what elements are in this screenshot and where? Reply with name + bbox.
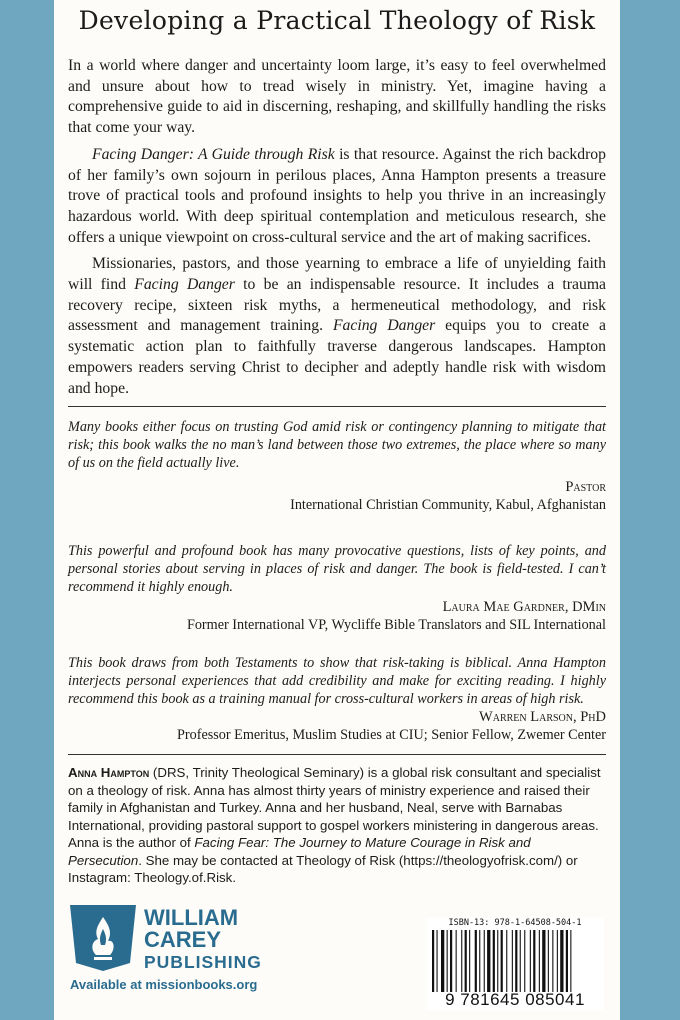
barcode-bar bbox=[469, 930, 470, 992]
barcode-bar bbox=[552, 930, 553, 992]
barcode-bar bbox=[524, 930, 525, 992]
barcode-bar bbox=[484, 930, 485, 992]
endorsement-2 bbox=[68, 542, 606, 634]
barcode-bar bbox=[432, 930, 434, 992]
barcode-bar bbox=[447, 930, 448, 992]
barcode-bar bbox=[520, 930, 521, 992]
author-bio: Anna Hampton (DRS, Trinity Theological Seminary) is a global risk consultant and specialist on a theology of risk. Anna has almost thirty years of ministry experience and raised their family in Afghanistan and Turkey. Anna and her husband, Neal, serve with Barnabas International, providing pastoral support to gospel workers ministering in dangerous areas. Anna is the author of Facing Fear: The Journey to Mature Courage in Risk and Persecution. She may be contacted at Theology of Risk (https://theologyofrisk.com/) or Instagram: Theology.of.Risk. bbox=[68, 765, 601, 885]
barcode-bar bbox=[461, 930, 462, 992]
barcode-bar bbox=[456, 930, 457, 992]
barcode-bar bbox=[450, 930, 452, 992]
barcode-bar bbox=[437, 930, 438, 992]
book-title-italic: Facing Danger bbox=[332, 317, 436, 335]
barcode-bar bbox=[465, 930, 467, 992]
barcode-bar bbox=[548, 930, 549, 992]
barcode-bar bbox=[487, 930, 490, 992]
barcode-bar bbox=[501, 930, 503, 992]
isbn-label: ISBN-13: 978-1-64508-504-1 bbox=[448, 918, 582, 928]
barcode-bar bbox=[497, 930, 498, 992]
barcode-bar bbox=[530, 930, 531, 992]
barcode-bar bbox=[560, 930, 563, 992]
barcode-bar bbox=[441, 930, 444, 992]
endorser-affiliation: Professor Emeritus, Muslim Studies at CIU; Senior Fellow, Zwemer Center bbox=[177, 727, 606, 743]
barcode-bar bbox=[533, 930, 535, 992]
endorsement-quote: Many books either focus on trusting God amid risk or contingency planning to mitigate that risk; this book walks the no man’s land between those two extremes, the place where so many of us on the field actually live. bbox=[68, 419, 606, 471]
barcode-bar bbox=[566, 930, 568, 992]
book-description bbox=[68, 56, 606, 405]
back-cover bbox=[54, 0, 620, 1020]
availability-text: Available at missionbooks.org bbox=[70, 977, 258, 992]
endorser-affiliation: International Christian Community, Kabul, Afghanistan bbox=[290, 497, 606, 513]
endorsement-3 bbox=[68, 654, 606, 744]
barcode-bar bbox=[475, 930, 477, 992]
barcode-digits: 9 781645 085041 bbox=[445, 990, 585, 1009]
endorsement-quote: This book draws from both Testaments to show that risk-taking is biblical. Anna Hampton interjects personal experiences that add credibility and make for exciting reading. I highly recommend this book as a training manual for cross-cultural workers in areas of high risk. bbox=[68, 655, 606, 707]
divider bbox=[68, 754, 606, 755]
barcode-bar bbox=[515, 930, 517, 992]
description-paragraph-3: Missionaries, pastors, and those yearning to embrace a life of unyielding faith will find Facing Danger to be an indispensable resource. It includes a trauma recovery recipe, sixteen risk myths, a hermeneutical methodology, and risk assessment and management training. Facing Danger equips you to create a systematic action plan to faithfully traverse dangerous landscapes. Hampton empowers readers serving Christ to decipher and adeptly handle risk with wisdom and hope. bbox=[68, 255, 606, 397]
divider bbox=[68, 406, 606, 407]
endorser-affiliation: Former International VP, Wycliffe Bible Translators and SIL International bbox=[186, 617, 606, 633]
book-title-italic: Facing Danger bbox=[134, 276, 235, 294]
barcode-bar bbox=[479, 930, 480, 992]
endorsement-quote: This powerful and profound book has many provocative questions, lists of key points, and personal stories about serving in places of risk and danger. The book is field-tested. I can’t recommend it highly enough. bbox=[68, 543, 606, 595]
author-name: Anna Hampton bbox=[68, 765, 150, 780]
publisher-logo bbox=[70, 905, 270, 995]
barcode-bar bbox=[570, 930, 571, 992]
endorser-name: Laura Mae Gardner, DMin bbox=[442, 599, 606, 615]
cover-title: Developing a Practical Theology of Risk bbox=[78, 6, 596, 35]
barcode-bar bbox=[542, 930, 545, 992]
endorsement-1 bbox=[68, 418, 606, 514]
barcode-bars bbox=[428, 930, 602, 992]
barcode-bar bbox=[512, 930, 513, 992]
barcode-bar bbox=[506, 930, 507, 992]
barcode-bar bbox=[539, 930, 540, 992]
publisher-name: WILLIAM CAREY PUBLISHING bbox=[144, 905, 262, 972]
barcode-bar bbox=[557, 930, 558, 992]
endorser-name: Pastor bbox=[565, 479, 606, 495]
description-paragraph-2: Facing Danger: A Guide through Risk is that resource. Against the rich backdrop of her family’s own sojourn in perilous places, Anna Hampton presents a treasure trove of practical tools and profound insights to help you thrive in an increasingly hazardous world. With deep spiritual contemplation and meticulous research, she offers a unique viewpoint on cross-cultural service and the art of making sacrifices. bbox=[68, 145, 606, 246]
barcode-bar bbox=[493, 930, 495, 992]
isbn-barcode bbox=[426, 918, 604, 1010]
flame-shield-icon bbox=[70, 905, 136, 971]
author-book-title: Facing Fear: The Journey to Mature Courage in Risk and Persecution bbox=[68, 835, 531, 868]
book-title-italic: Facing Danger: A Guide through Risk bbox=[92, 145, 335, 163]
description-paragraph-1: In a world where danger and uncertainty loom large, it’s easy to feel overwhelmed and unsure about how to tread wisely in ministry. Yet, imagine having a comprehensive guide to aid in discerning, reshaping, and skillfully handling the risks that come your way. bbox=[68, 57, 606, 137]
endorser-name: Warren Larson, PhD bbox=[479, 709, 606, 725]
